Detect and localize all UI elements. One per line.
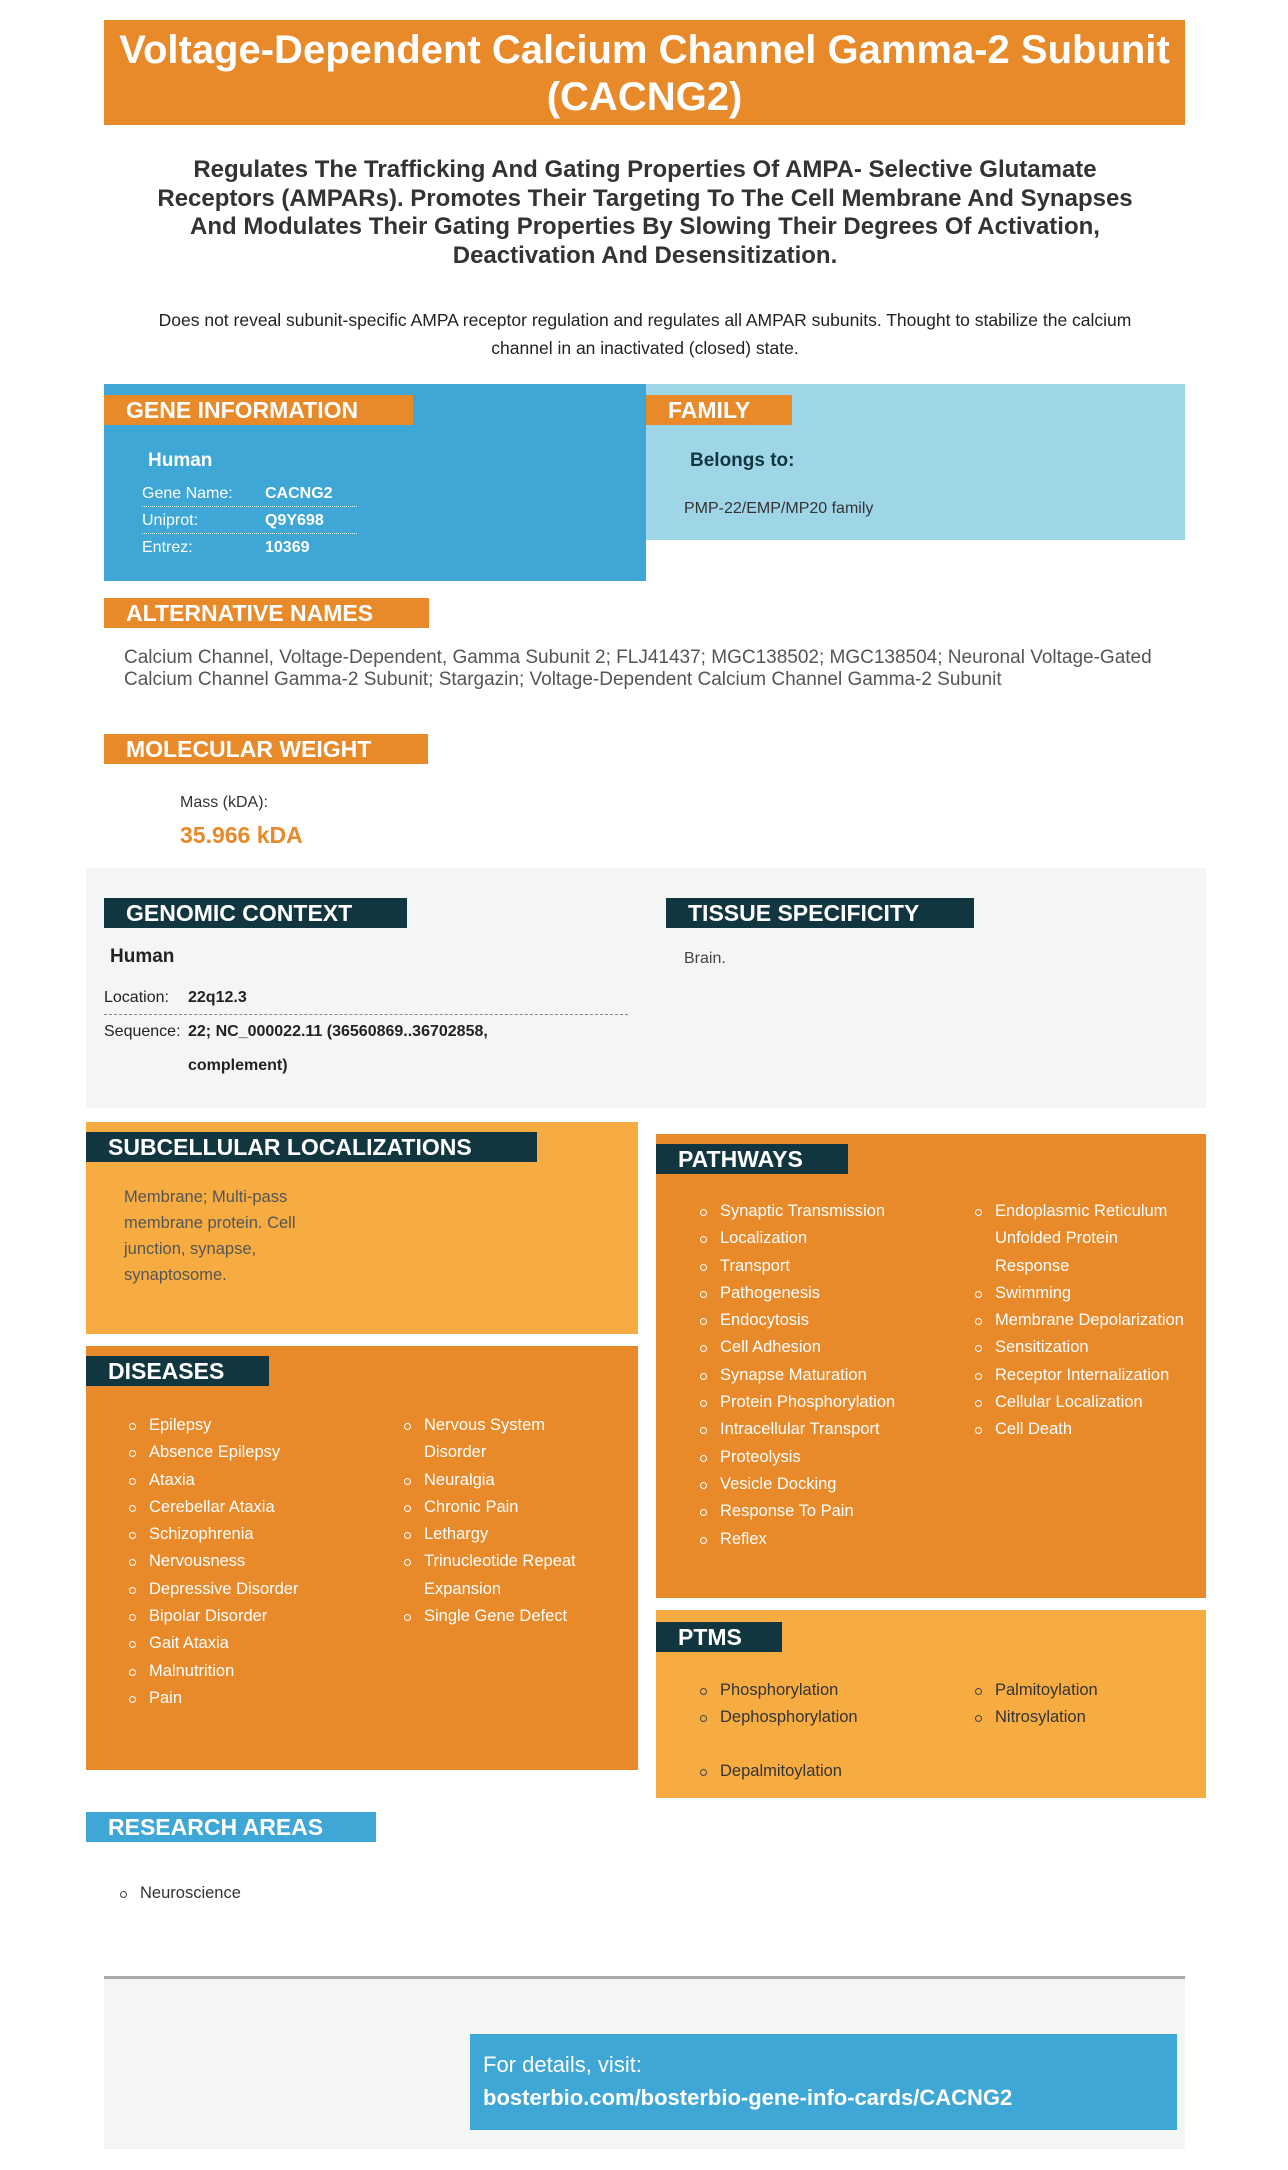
list-item: Phosphorylation [700,1677,950,1704]
subcellular-heading: SUBCELLULAR LOCALIZATIONS [86,1132,537,1162]
diseases-list-col1 [129,1412,379,1712]
list-item: Nervousness [129,1548,379,1575]
list-item: Membrane Depolarization [975,1307,1190,1334]
diseases-heading: DISEASES [86,1356,269,1386]
list-item: Cell Death [975,1416,1190,1443]
list-item: Cell Adhesion [700,1334,960,1361]
page-title: Voltage-Dependent Calcium Channel Gamma-2 Subunit (CACNG2) [104,20,1185,125]
ptms-list-col2 [975,1677,1185,1732]
list-item: Nitrosylation [975,1704,1185,1731]
location-value: 22q12.3 [188,989,247,1006]
mass-value: 35.966 kDA [180,822,303,848]
pathways-list-col2 [975,1198,1190,1444]
list-item: Response To Pain [700,1498,960,1525]
list-item: Gait Ataxia [129,1630,379,1657]
location-label: Location: [104,989,169,1006]
list-item: Neuralgia [404,1467,609,1494]
alternative-names-heading: ALTERNATIVE NAMES [104,598,429,628]
list-item: Synaptic Transmission [700,1198,960,1225]
details-box [470,2034,1177,2130]
list-item: Swimming [975,1280,1190,1307]
genomic-species: Human [110,946,175,967]
gene-name-label: Gene Name: [142,485,233,502]
list-item: Localization [700,1225,960,1252]
list-item: Receptor Internalization [975,1362,1190,1389]
list-item: Cerebellar Ataxia [129,1494,379,1521]
list-item: Endocytosis [700,1307,960,1334]
pathways-list-col1 [700,1198,960,1553]
list-item: Trinucleotide Repeat Expansion [404,1548,609,1603]
function-description: Does not reveal subunit-specific AMPA receptor regulation and regulates all AMPAR subunits. Thought to stabilize the calcium channel in an inactivated (closed) state. [158,310,1132,358]
family-belongs-label: Belongs to: [690,450,795,471]
list-item: Lethargy [404,1521,609,1548]
pathways-heading: PATHWAYS [656,1144,848,1174]
list-item: Transport [700,1253,960,1280]
list-item: Intracellular Transport [700,1416,960,1443]
diseases-list-col2 [404,1412,609,1630]
subcellular-text: Membrane; Multi-pass membrane protein. Cell junction, synapse, synaptosome. [124,1188,296,1284]
list-item: Neuroscience [120,1880,420,1907]
list-item: Malnutrition [129,1658,379,1685]
entrez-label: Entrez: [142,539,193,556]
list-item: Vesicle Docking [700,1471,960,1498]
list-item: Nervous System Disorder [404,1412,609,1467]
family-heading: FAMILY [646,395,792,425]
list-item: Single Gene Defect [404,1603,609,1630]
list-item: Bipolar Disorder [129,1603,379,1630]
ptms-list-col1 [700,1677,950,1732]
alternative-names-text: Calcium Channel, Voltage-Dependent, Gamma Subunit 2; FLJ41437; MGC138502; MGC138504; Neuronal Voltage-Gated Calcium Channel Gamma-2 Subunit; Stargazin; Voltage-Dependent Calcium Channel Gamma-2 Subunit [124,647,1152,690]
details-link[interactable]: bosterbio.com/bosterbio-gene-info-cards/CACNG2 [483,2085,1013,2110]
gene-information-heading: GENE INFORMATION [104,395,413,425]
mass-label: Mass (kDA): [180,794,268,811]
list-item: Endoplasmic Reticulum Unfolded Protein Response [975,1198,1190,1280]
list-item: Dephosphorylation [700,1704,950,1731]
list-item: Schizophrenia [129,1521,379,1548]
uniprot-row [142,507,357,534]
sequence-value-line1: 22; NC_000022.11 (36560869..36702858, [188,1023,488,1040]
list-item: Cellular Localization [975,1389,1190,1416]
list-item: Pathogenesis [700,1280,960,1307]
list-item: Chronic Pain [404,1494,609,1521]
list-item: Depalmitoylation [700,1758,950,1785]
list-item: Synapse Maturation [700,1362,960,1389]
gene-name-value: CACNG2 [265,485,333,502]
list-item: Ataxia [129,1467,379,1494]
research-areas-heading: RESEARCH AREAS [86,1812,376,1842]
research-areas-list [120,1880,420,1907]
entrez-row [142,534,357,561]
ptms-list-extra [700,1758,950,1785]
list-item: Pain [129,1685,379,1712]
details-label: For details, visit: [483,2052,642,2077]
sequence-value-line2: complement) [188,1057,288,1074]
list-item: Absence Epilepsy [129,1439,379,1466]
list-item: Protein Phosphorylation [700,1389,960,1416]
genomic-context-heading: GENOMIC CONTEXT [104,898,407,928]
sequence-label: Sequence: [104,1023,181,1040]
location-row [104,981,628,1015]
list-item: Epilepsy [129,1412,379,1439]
gene-name-row [142,480,357,507]
list-item: Palmitoylation [975,1677,1185,1704]
gene-species: Human [148,450,213,471]
list-item: Depressive Disorder [129,1576,379,1603]
entrez-value: 10369 [265,539,310,556]
molecular-weight-heading: MOLECULAR WEIGHT [104,734,428,764]
family-value: PMP-22/EMP/MP20 family [684,500,874,517]
function-summary: Regulates The Trafficking And Gating Properties Of AMPA- Selective Glutamate Receptors (AMPARs). Promotes Their Targeting To The Cell Membrane And Synapses And Modulates Their Gating Properties By Slowing Their Degrees Of Activation, Deactivation And Desensitization. [157,156,1133,269]
tissue-specificity-heading: TISSUE SPECIFICITY [666,898,974,928]
list-item: Sensitization [975,1334,1190,1361]
uniprot-label: Uniprot: [142,512,199,529]
ptms-heading: PTMS [656,1622,782,1652]
list-item: Proteolysis [700,1444,960,1471]
uniprot-value: Q9Y698 [265,512,324,529]
list-item: Reflex [700,1526,960,1553]
tissue-specificity-text: Brain. [684,950,726,967]
